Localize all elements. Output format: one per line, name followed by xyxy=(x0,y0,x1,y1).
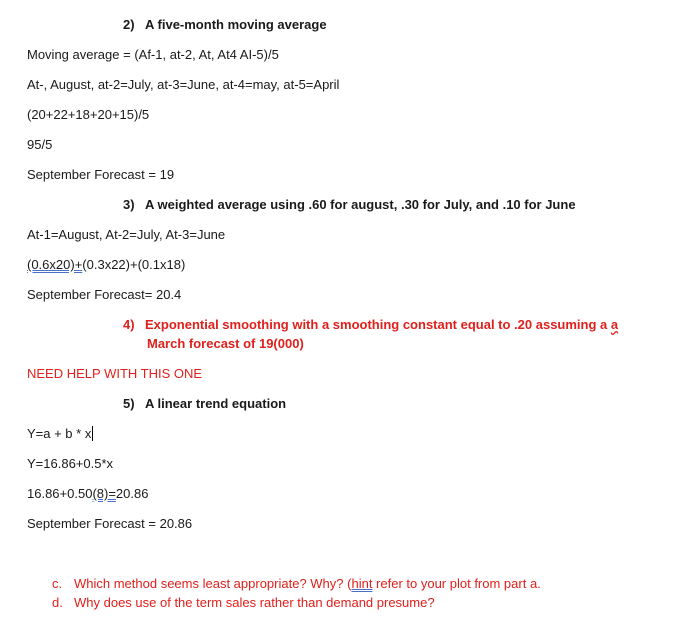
text-line: Moving average = (Af-1, at-2, At, At4 AI-5)/5 xyxy=(27,47,279,62)
section-number: 4) xyxy=(123,317,135,332)
section-number: 5) xyxy=(123,396,135,411)
text-line: September Forecast = 20.86 xyxy=(27,516,193,531)
question-c xyxy=(52,576,541,592)
text-line: September Forecast = 19 xyxy=(27,167,175,182)
heading-text: A weighted average using .60 for august, .30 for July, and .10 for June xyxy=(145,197,576,212)
section-2-heading xyxy=(123,17,327,33)
text-run: Why does use of the term sales rather than demand presume? xyxy=(74,595,435,610)
section-4-heading-cont: March forecast of 19(000) xyxy=(147,336,304,351)
text-run: (0.3x22)+(0.1x18) xyxy=(82,257,186,272)
grammar-flag: (8)= xyxy=(92,486,116,501)
heading-text: A linear trend equation xyxy=(145,396,287,411)
text-run: Which method seems least appropriate? Why? ( xyxy=(74,576,352,591)
trend-calc-line xyxy=(27,486,148,502)
question-letter: c. xyxy=(52,576,63,591)
question-d xyxy=(52,595,435,611)
text-line: September Forecast= 20.4 xyxy=(27,287,182,302)
grammar-flag: (0.6x20)+ xyxy=(27,257,83,272)
section-5-heading xyxy=(123,396,286,412)
text-line: At-1=August, At-2=July, At-3=June xyxy=(27,227,226,242)
text-line: At-, August, at-2=July, at-3=June, at-4=may, at-5=April xyxy=(27,77,340,92)
section-number: 2) xyxy=(123,17,135,32)
section-3-heading xyxy=(123,197,576,213)
section-4-heading xyxy=(123,317,618,333)
text-run: refer to your plot from part a. xyxy=(372,576,541,591)
help-note: NEED HELP WITH THIS ONE xyxy=(27,366,203,381)
spelling-flag: a xyxy=(610,317,619,332)
text-run: Y=a + b * x xyxy=(27,426,92,441)
equation-line[interactable] xyxy=(27,426,93,442)
section-number: 3) xyxy=(123,197,135,212)
heading-text: A five-month moving average xyxy=(145,17,327,32)
question-letter: d. xyxy=(52,595,63,610)
text-cursor xyxy=(92,426,93,441)
text-run: 16.86+0.50 xyxy=(27,486,93,501)
text-line: 95/5 xyxy=(27,137,53,152)
heading-text: Exponential smoothing with a smoothing constant equal to .20 assuming a xyxy=(145,317,611,332)
text-run: 20.86 xyxy=(115,486,149,501)
text-line: (20+22+18+20+15)/5 xyxy=(27,107,150,122)
text-line: Y=16.86+0.5*x xyxy=(27,456,114,471)
weighted-calc-line xyxy=(27,257,185,273)
grammar-flag: hint xyxy=(351,576,373,591)
